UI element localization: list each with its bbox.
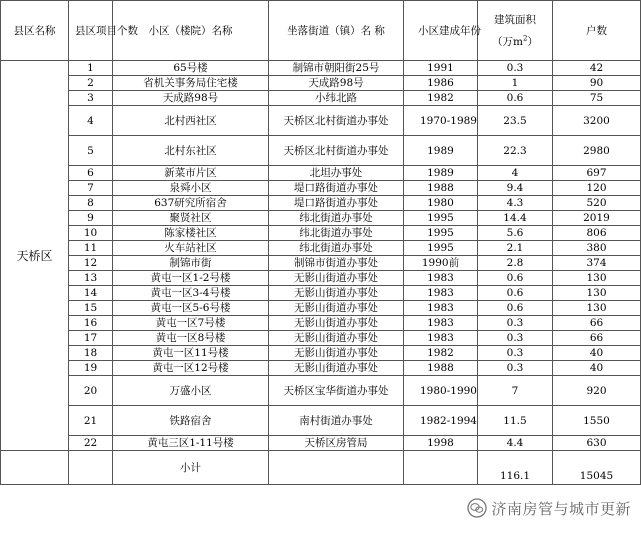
- cell-area: 4.4: [478, 436, 553, 451]
- cell-households: 374: [553, 256, 641, 271]
- cell-name: 黄屯一区7号楼: [113, 316, 269, 331]
- cell-year: 1986: [404, 76, 478, 91]
- cell-area: 11.5: [478, 406, 553, 436]
- cell-area: 0.3: [478, 61, 553, 76]
- cell-households: 630: [553, 436, 641, 451]
- cell-area: 0.3: [478, 361, 553, 376]
- cell-households: 2019: [553, 211, 641, 226]
- cell-street: 无影山街道办事处: [269, 346, 404, 361]
- cell-year: 1995: [404, 211, 478, 226]
- header-name: 小区（楼院）名称: [113, 1, 269, 61]
- cell-area: 0.3: [478, 316, 553, 331]
- area-unit-text: （万m: [492, 35, 523, 48]
- table-row: [1, 361, 641, 376]
- cell-street: 南村街道办事处: [269, 406, 404, 436]
- cell-name: 北村西社区: [113, 106, 269, 136]
- area-unit-close: ）: [527, 35, 538, 48]
- table-row: [1, 331, 641, 346]
- cell-households: 130: [553, 301, 641, 316]
- cell-no: 19: [69, 361, 113, 376]
- cell-year: 1991: [404, 61, 478, 76]
- cell-name: 黄屯一区8号楼: [113, 331, 269, 346]
- cell-area: 1: [478, 76, 553, 91]
- cell-area: 4.3: [478, 196, 553, 211]
- cell-area: 2.1: [478, 241, 553, 256]
- cell-street: 天桥区房管局: [269, 436, 404, 451]
- table-row: [1, 406, 641, 436]
- cell-year: 1983: [404, 301, 478, 316]
- cell-households: 380: [553, 241, 641, 256]
- cell-households: 42: [553, 61, 641, 76]
- cell-name: 北村东社区: [113, 136, 269, 166]
- table-row: [1, 91, 641, 106]
- cell-area: 0.6: [478, 286, 553, 301]
- cell-no: 5: [69, 136, 113, 166]
- cell-households: 75: [553, 91, 641, 106]
- district-cell: 天桥区: [1, 61, 69, 451]
- cell-area: 14.4: [478, 211, 553, 226]
- cell-name: 黄屯三区1-11号楼: [113, 436, 269, 451]
- table-row: [1, 196, 641, 211]
- cell-year: 1982-1994: [404, 406, 478, 436]
- cell-year: 1983: [404, 316, 478, 331]
- cell-households: 806: [553, 226, 641, 241]
- cell-households: 40: [553, 361, 641, 376]
- table-row: [1, 61, 641, 76]
- cell-year: 1980-1990: [404, 376, 478, 406]
- table-row: [1, 436, 641, 451]
- cell-street: 天成路98号: [269, 76, 404, 91]
- cell-area: 7: [478, 376, 553, 406]
- cell-year: 1983: [404, 286, 478, 301]
- table-row: [1, 136, 641, 166]
- header-county: 县区名称: [1, 1, 69, 61]
- cell-no: 16: [69, 316, 113, 331]
- cell-name: 黄屯一区3-4号楼: [113, 286, 269, 301]
- cell-no: 2: [69, 76, 113, 91]
- cell-street: 纬北街道办事处: [269, 226, 404, 241]
- cell-name: 省机关事务局住宅楼: [113, 76, 269, 91]
- cell-households: 120: [553, 181, 641, 196]
- cell-name: 黄屯一区5-6号楼: [113, 301, 269, 316]
- cell-year: 1982: [404, 91, 478, 106]
- cell-street: 无影山街道办事处: [269, 316, 404, 331]
- table-row: [1, 301, 641, 316]
- cell-street: 天桥区宝华街道办事处: [269, 376, 404, 406]
- cell-no: 7: [69, 181, 113, 196]
- cell-year: 1983: [404, 331, 478, 346]
- total-households: 15045: [553, 451, 641, 485]
- cell-name: 火车站社区: [113, 241, 269, 256]
- cell-area: 0.6: [478, 91, 553, 106]
- cell-year: 1980: [404, 196, 478, 211]
- cell-no: 14: [69, 286, 113, 301]
- cell-no: 18: [69, 346, 113, 361]
- cell-no: 11: [69, 241, 113, 256]
- cell-no: 17: [69, 331, 113, 346]
- cell-street: 无影山街道办事处: [269, 361, 404, 376]
- cell-name: 万盛小区: [113, 376, 269, 406]
- cell-households: 90: [553, 76, 641, 91]
- cell-area: 22.3: [478, 136, 553, 166]
- header-street: 坐落街道（镇）名 称: [269, 1, 404, 61]
- cell-name: 制锦市街: [113, 256, 269, 271]
- cell-year: 1990前: [404, 256, 478, 271]
- table-row: [1, 286, 641, 301]
- table-row: [1, 106, 641, 136]
- cell-street: 制锦市朝阳街25号: [269, 61, 404, 76]
- header-households: 户数: [553, 1, 641, 61]
- cell-street: 堤口路街道办事处: [269, 196, 404, 211]
- cell-street: 北坦办事处: [269, 166, 404, 181]
- cell-year: 1983: [404, 271, 478, 286]
- cell-street: 纬北街道办事处: [269, 211, 404, 226]
- table-row: [1, 76, 641, 91]
- cell-no: 9: [69, 211, 113, 226]
- cell-households: 520: [553, 196, 641, 211]
- cell-street: 小纬北路: [269, 91, 404, 106]
- cell-area: 4: [478, 166, 553, 181]
- cell-year: 1989: [404, 136, 478, 166]
- table-row: [1, 226, 641, 241]
- total-empty-4: [404, 451, 478, 485]
- cell-street: 无影山街道办事处: [269, 301, 404, 316]
- cell-street: 无影山街道办事处: [269, 331, 404, 346]
- table-row: [1, 256, 641, 271]
- table-row: [1, 181, 641, 196]
- cell-year: 1995: [404, 226, 478, 241]
- cell-no: 8: [69, 196, 113, 211]
- cell-name: 黄屯一区1-2号楼: [113, 271, 269, 286]
- cell-name: 陈家楼社区: [113, 226, 269, 241]
- cell-year: 1970-1989: [404, 106, 478, 136]
- cell-street: 天桥区北村街道办事处: [269, 106, 404, 136]
- table-row: [1, 346, 641, 361]
- cell-area: 23.5: [478, 106, 553, 136]
- cell-year: 1995: [404, 241, 478, 256]
- cell-name: 黄屯一区11号楼: [113, 346, 269, 361]
- cell-name: 65号楼: [113, 61, 269, 76]
- table-row: [1, 166, 641, 181]
- cell-name: 黄屯一区12号楼: [113, 361, 269, 376]
- cell-name: 637研究所宿舍: [113, 196, 269, 211]
- cell-area: 0.6: [478, 271, 553, 286]
- cell-no: 1: [69, 61, 113, 76]
- total-empty-3: [269, 451, 404, 485]
- table-row: [1, 376, 641, 406]
- cell-households: 130: [553, 271, 641, 286]
- cell-households: 40: [553, 346, 641, 361]
- cell-name: 铁路宿舍: [113, 406, 269, 436]
- cell-households: 920: [553, 376, 641, 406]
- cell-area: 0.3: [478, 346, 553, 361]
- cell-street: 天桥区北村街道办事处: [269, 136, 404, 166]
- cell-no: 15: [69, 301, 113, 316]
- cell-no: 20: [69, 376, 113, 406]
- total-row: [1, 451, 641, 485]
- cell-households: 3200: [553, 106, 641, 136]
- cell-households: 130: [553, 286, 641, 301]
- table-row: [1, 241, 641, 256]
- cell-households: 2980: [553, 136, 641, 166]
- cell-households: 1550: [553, 406, 641, 436]
- cell-street: 纬北街道办事处: [269, 241, 404, 256]
- cell-year: 1988: [404, 181, 478, 196]
- cell-street: 无影山街道办事处: [269, 286, 404, 301]
- cell-name: 天成路98号: [113, 91, 269, 106]
- cell-year: 1982: [404, 346, 478, 361]
- cell-name: 新菜市片区: [113, 166, 269, 181]
- cell-no: 3: [69, 91, 113, 106]
- cell-area: 5.6: [478, 226, 553, 241]
- cell-year: 1988: [404, 361, 478, 376]
- total-label: 小计: [113, 451, 269, 485]
- cell-area: 0.3: [478, 331, 553, 346]
- header-area: [478, 1, 553, 61]
- cell-name: 聚贤社区: [113, 211, 269, 226]
- cell-households: 66: [553, 331, 641, 346]
- header-row: [1, 1, 641, 61]
- cell-households: 697: [553, 166, 641, 181]
- cell-area: 0.6: [478, 301, 553, 316]
- cell-no: 6: [69, 166, 113, 181]
- header-count: 县区项目个数: [69, 1, 113, 61]
- wechat-logo-icon: [467, 498, 487, 518]
- table-row: [1, 271, 641, 286]
- cell-street: 制锦市街道办事处: [269, 256, 404, 271]
- cell-households: 66: [553, 316, 641, 331]
- table-row: [1, 316, 641, 331]
- cell-no: 4: [69, 106, 113, 136]
- cell-street: 无影山街道办事处: [269, 271, 404, 286]
- cell-year: 1989: [404, 166, 478, 181]
- watermark-text: 济南房管与城市更新: [491, 499, 631, 518]
- area-unit-sup: 2: [523, 34, 528, 42]
- header-area-unit: [478, 31, 552, 53]
- cell-street: 堤口路街道办事处: [269, 181, 404, 196]
- cell-year: 1998: [404, 436, 478, 451]
- table-row: [1, 211, 641, 226]
- cell-no: 12: [69, 256, 113, 271]
- cell-area: 2.8: [478, 256, 553, 271]
- header-area-label: 建筑面积: [494, 13, 536, 26]
- watermark: [464, 495, 634, 521]
- cell-name: 泉舜小区: [113, 181, 269, 196]
- cell-area: 9.4: [478, 181, 553, 196]
- header-year: 小区建成年份: [404, 1, 478, 61]
- total-empty-2: [69, 451, 113, 485]
- total-empty-1: [1, 451, 69, 485]
- total-area: 116.1: [478, 451, 553, 485]
- cell-no: 21: [69, 406, 113, 436]
- cell-no: 10: [69, 226, 113, 241]
- cell-no: 22: [69, 436, 113, 451]
- cell-no: 13: [69, 271, 113, 286]
